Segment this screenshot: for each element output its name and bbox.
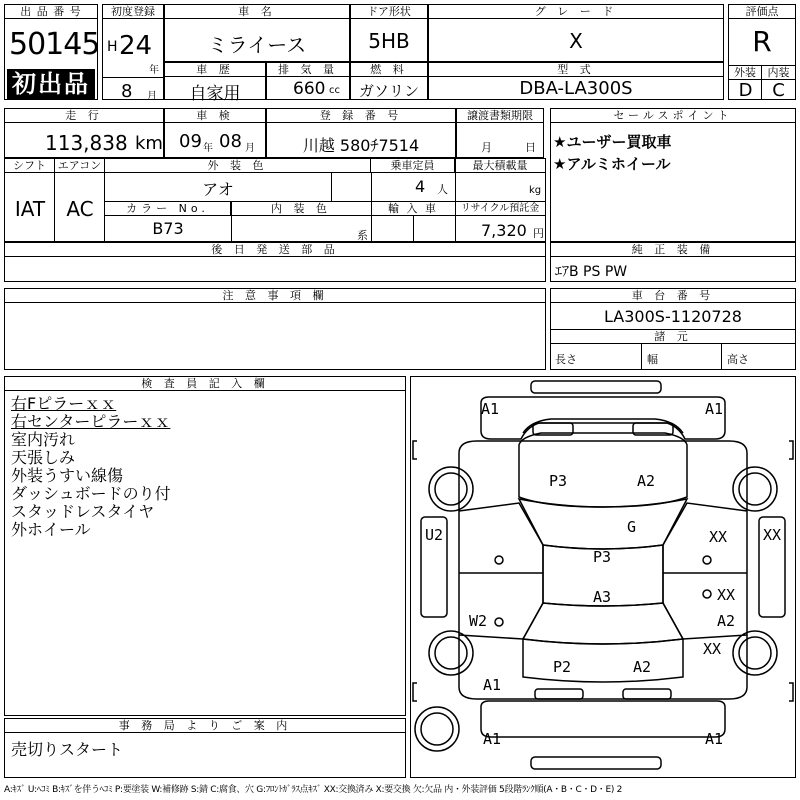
damage-u2-left: U2 — [425, 526, 444, 544]
mileage-block — [4, 108, 164, 158]
reg-year: 24 — [119, 31, 153, 61]
displacement-unit: cc — [329, 85, 340, 96]
damage-a3-roof: A3 — [593, 588, 612, 606]
sales-points-block — [550, 108, 796, 242]
length-label: 長さ — [555, 353, 577, 366]
grade: X — [569, 29, 583, 53]
model-block — [428, 62, 724, 100]
transfer-doc-block — [456, 108, 544, 158]
fuel: ガソリン — [358, 82, 419, 100]
damage-legend: A:ｷｽﾞ U:ﾍｺﾐ B:ｷｽﾞを伴うﾍｺﾐ P:要塗装 W:補修跡 S:錆 C:腐食、穴 G:ﾌﾛﾝﾄｶﾞﾗｽ点ｷｽﾞ XX:交換済み X:要交換 欠:欠品 内・外装評価 5段階ﾗﾝｸ順(A・B・C・D・E) 2 — [4, 785, 623, 795]
damage-a1-rear-left: A1 — [483, 730, 502, 748]
chassis-number: LA300S-1120728 — [604, 307, 742, 326]
damage-xx-right-rear-door: XX — [717, 586, 736, 604]
score-block — [728, 4, 796, 100]
inspector-notes-list — [11, 395, 401, 539]
damage-p3-roof: P3 — [593, 548, 612, 566]
chassis-label: 車 台 番 号 — [551, 289, 795, 303]
recycle-label: リサイクル預託金 — [455, 202, 545, 216]
spec-block — [4, 158, 546, 242]
mileage-label: 走 行 — [5, 109, 163, 123]
car-outline-diagram — [411, 377, 795, 777]
door-type: 5HB — [368, 29, 410, 53]
lot-label: 出 品 番 号 — [5, 5, 97, 19]
sales-point-1: ★ユーザー買取車 — [553, 133, 672, 151]
capacity: 4 — [415, 177, 426, 196]
inspector-note-line: 右センターピラーｘｘ — [11, 412, 171, 431]
model-code: DBA-LA300S — [519, 78, 633, 99]
inspection-month-unit: 月 — [245, 143, 255, 154]
exterior-color: アオ — [202, 180, 234, 199]
inspector-notes-label: 検 査 員 記 入 欄 — [5, 377, 405, 391]
height-label: 高さ — [727, 353, 749, 366]
capacity-unit: 人 — [437, 183, 448, 196]
transfer-month-unit: 月 — [481, 141, 492, 154]
ac: AC — [66, 197, 94, 221]
equipment: ｴｱB PS PW — [555, 264, 628, 280]
damage-a1-front-left: A1 — [481, 400, 500, 418]
mileage-unit: km — [135, 133, 163, 154]
first-listing-badge: 初出品 — [7, 69, 95, 99]
inspector-note-line: 右Fピラーｘｘ — [11, 394, 117, 413]
color-number-label: カラー No. — [105, 202, 231, 216]
car-name-label: 車 名 — [165, 5, 349, 19]
model-label: 型 式 — [429, 63, 723, 77]
grade-label: グ レ ー ド — [429, 5, 723, 19]
inspector-note-line: 室内汚れ — [11, 430, 76, 449]
color-number: B73 — [152, 219, 184, 238]
transfer-doc-label: 譲渡書類期限 — [457, 109, 543, 123]
door-label: ドア形状 — [351, 5, 427, 19]
shift: IAT — [14, 197, 46, 221]
damage-xx-right-pillar: XX — [763, 526, 782, 544]
exterior-color-label: 外 装 色 — [105, 159, 371, 173]
equipment-label: 純 正 装 備 — [551, 243, 795, 257]
car-name-block — [164, 4, 350, 62]
damage-a1-front-right: A1 — [705, 400, 724, 418]
history-label: 車 歴 — [165, 63, 265, 77]
exterior-grade-label: 外装 — [729, 66, 762, 79]
recycle-unit: 円 — [533, 227, 544, 240]
inspection-year: 09 — [179, 131, 202, 152]
width-label: 幅 — [647, 353, 658, 366]
inspection-block — [164, 108, 266, 158]
grade-block — [428, 4, 724, 62]
reg-month-unit: 月 — [147, 91, 157, 102]
era: H — [107, 39, 118, 55]
plate-number: 川越 580ﾁ7514 — [302, 136, 420, 155]
damage-xx-right-front-door: XX — [709, 528, 728, 546]
office-note-label: 事 務 局 よ り ご 案 内 — [5, 719, 405, 733]
import-label: 輸 入 車 — [371, 202, 455, 216]
inspection-month: 08 — [219, 131, 242, 152]
damage-a2-hood: A2 — [637, 472, 656, 490]
notes-label: 注 意 事 項 欄 — [5, 289, 545, 303]
inspector-note-line: 天張しみ — [11, 448, 76, 467]
transfer-day-unit: 日 — [525, 141, 536, 154]
inspection-label: 車 検 — [165, 109, 265, 123]
max-load-unit: kg — [529, 185, 542, 196]
damage-g-windshield: G — [627, 518, 637, 536]
damage-a2-rear: A2 — [633, 658, 652, 676]
inspector-note-line: ダッシュボードのり付 — [11, 484, 171, 503]
door-block — [350, 4, 428, 62]
damage-w2-left: W2 — [469, 612, 488, 630]
interior-grade: C — [772, 80, 785, 101]
inspector-notes-block — [4, 376, 406, 716]
displacement-label: 排 気 量 — [267, 63, 349, 77]
first-registration-block — [102, 4, 164, 100]
inspector-note-line: 外ホイール — [11, 520, 91, 539]
score: R — [752, 25, 772, 58]
score-label: 評価点 — [729, 5, 795, 19]
recycle-amount: 7,320 — [481, 221, 527, 240]
notes-block — [4, 288, 546, 370]
car-name: ミライース — [207, 33, 307, 57]
reg-year-unit: 年 — [149, 65, 159, 76]
shift-label: シフト — [5, 159, 55, 173]
later-parts-block — [4, 242, 546, 282]
damage-diagram — [410, 376, 796, 778]
history: 自家用 — [189, 84, 241, 104]
sales-point-2: ★アルミホイール — [553, 155, 671, 173]
damage-p3-hood: P3 — [549, 472, 568, 490]
inspection-year-unit: 年 — [203, 143, 213, 154]
damage-a2-right-rear: A2 — [717, 612, 736, 630]
fuel-block — [350, 62, 428, 100]
equipment-block — [550, 242, 796, 282]
max-load-label: 最大積載量 — [455, 159, 545, 173]
history-block — [164, 62, 266, 104]
lot-number: 50145 — [9, 27, 100, 62]
interior-grade-label: 内装 — [767, 66, 790, 79]
later-parts-label: 後 日 発 送 部 品 — [5, 243, 545, 257]
chassis-block — [550, 288, 796, 370]
interior-color-unit: 系 — [357, 229, 368, 242]
plate-block — [266, 108, 456, 158]
dimensions-label: 諸 元 — [551, 329, 795, 344]
damage-xx-right-quarter: XX — [703, 640, 722, 658]
damage-a1-rear-right: A1 — [705, 730, 724, 748]
lot-block — [4, 4, 98, 100]
sales-points-label: セールスポイント — [551, 109, 795, 123]
damage-p2-rear: P2 — [553, 658, 572, 676]
reg-month: 8 — [121, 81, 133, 102]
plate-label: 登 録 番 号 — [267, 109, 455, 123]
interior-color-label: 内 装 色 — [231, 202, 371, 216]
first-registration-label: 初度登録 — [103, 5, 163, 19]
capacity-label: 乗車定員 — [371, 159, 455, 173]
displacement-block — [266, 62, 350, 100]
ac-label: エアコン — [55, 159, 105, 173]
fuel-label: 燃 料 — [351, 63, 427, 77]
damage-a1-rear-left-side: A1 — [483, 676, 502, 694]
office-note-block — [4, 718, 406, 778]
inspector-note-line: スタッドレスタイヤ — [11, 502, 155, 521]
displacement: 660 — [293, 79, 326, 99]
inspector-note-line: 外装うすい線傷 — [11, 466, 124, 485]
mileage: 113,838 — [45, 131, 128, 155]
office-note: 売切りスタート — [11, 740, 124, 759]
exterior-grade: D — [738, 80, 753, 101]
